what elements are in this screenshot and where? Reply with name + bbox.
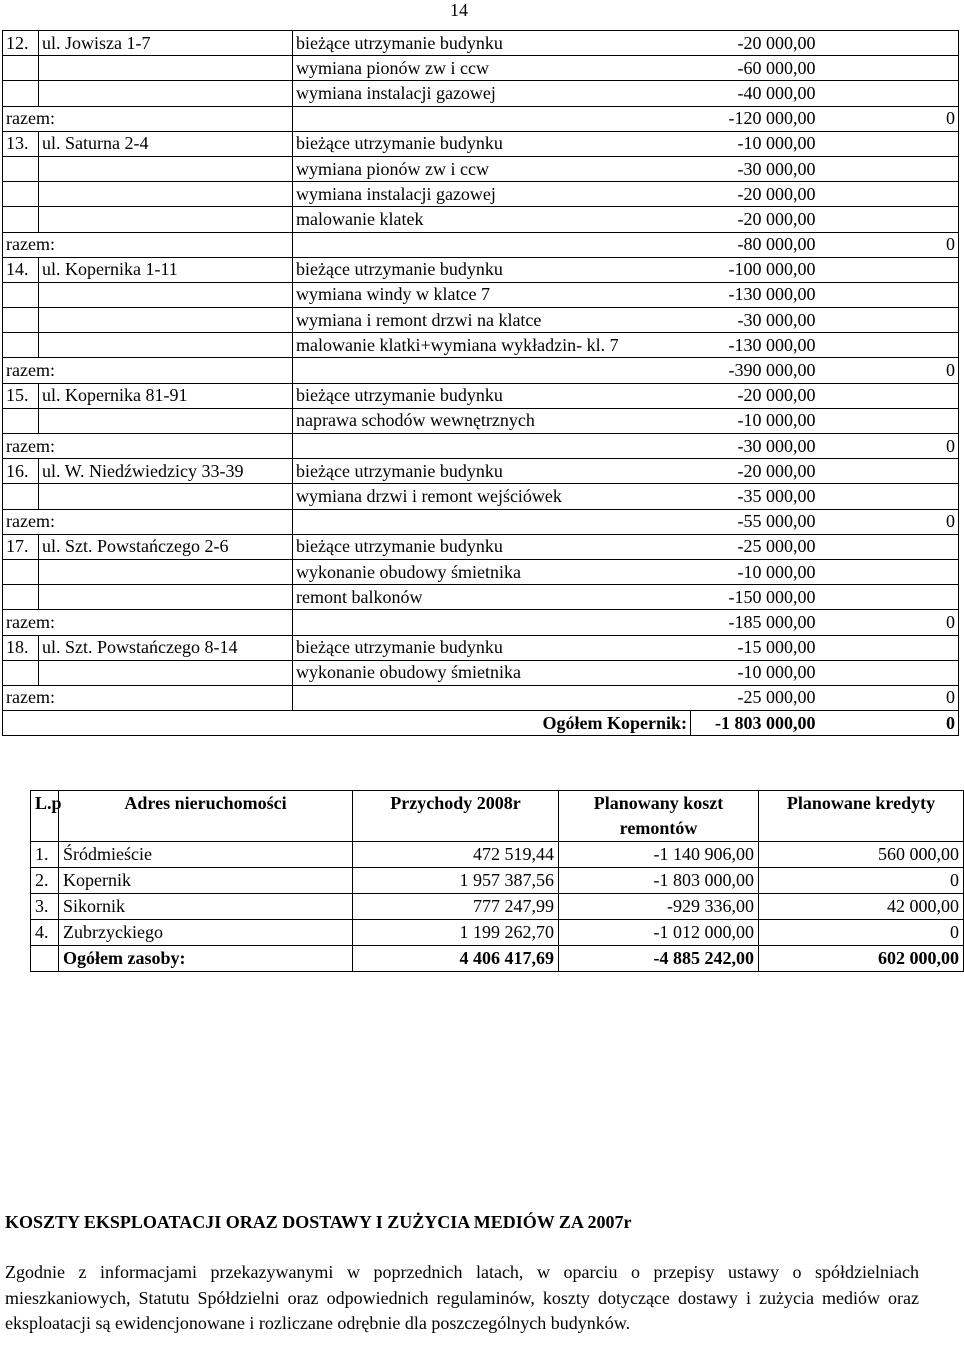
amount-cell: -100 000,00 (691, 257, 819, 282)
subtotal-label: razem: (3, 358, 293, 383)
item-number: 12. (3, 31, 39, 56)
extra-cell (819, 31, 959, 56)
description-cell: bieżące utrzymanie budynku (293, 257, 691, 282)
extra-cell (819, 156, 959, 181)
extra-cell (819, 484, 959, 509)
amount-cell: -20 000,00 (691, 207, 819, 232)
amount-cell: -30 000,00 (691, 156, 819, 181)
table-cell: 0 (759, 868, 964, 894)
table-row (31, 842, 964, 868)
total-cell: 602 000,00 (759, 946, 964, 972)
item-number: 14. (3, 257, 39, 282)
extra-cell (819, 534, 959, 559)
table-cell: 42 000,00 (759, 894, 964, 920)
amount-cell: -30 000,00 (691, 308, 819, 333)
table-row (3, 459, 959, 484)
total-cell: 4 406 417,69 (353, 946, 559, 972)
amount-cell: -20 000,00 (691, 383, 819, 408)
amount-cell: -15 000,00 (691, 635, 819, 660)
extra-cell: 0 (819, 434, 959, 459)
total-row (3, 711, 959, 736)
extra-cell: 0 (819, 685, 959, 710)
table-row (3, 257, 959, 282)
address-cell (39, 333, 293, 358)
table-cell: 560 000,00 (759, 842, 964, 868)
extra-cell: 0 (819, 232, 959, 257)
item-number: 13. (3, 131, 39, 156)
description-cell: wymiana pionów zw i ccw (293, 56, 691, 81)
extra-cell (819, 459, 959, 484)
description-cell: wymiana windy w klatce 7 (293, 282, 691, 307)
table-row (3, 106, 959, 131)
table-cell: 1 957 387,56 (353, 868, 559, 894)
table-cell: -1 803 000,00 (559, 868, 759, 894)
amount-cell: -20 000,00 (691, 182, 819, 207)
table-row (3, 56, 959, 81)
extra-cell: 0 (819, 358, 959, 383)
subtotal-label: razem: (3, 106, 293, 131)
description-cell: wykonanie obudowy śmietnika (293, 559, 691, 584)
extra-cell (819, 81, 959, 106)
item-number (3, 282, 39, 307)
description-cell: remont balkonów (293, 585, 691, 610)
table-row (3, 509, 959, 534)
subtotal-label: razem: (3, 509, 293, 534)
item-number (3, 408, 39, 433)
description-cell: naprawa schodów wewnętrznych (293, 408, 691, 433)
total-extra: 0 (819, 711, 959, 736)
amount-cell: -80 000,00 (691, 232, 819, 257)
address-cell: ul. Jowisza 1-7 (39, 31, 293, 56)
address-cell (39, 282, 293, 307)
address-cell: ul. Kopernika 81-91 (39, 383, 293, 408)
amount-cell: -40 000,00 (691, 81, 819, 106)
extra-cell (819, 408, 959, 433)
table-row (3, 156, 959, 181)
address-cell: ul. Kopernika 1-11 (39, 257, 293, 282)
table-cell: Kopernik (59, 868, 353, 894)
description-cell (293, 509, 691, 534)
table-row (3, 685, 959, 710)
address-cell: ul. Szt. Powstańczego 2-6 (39, 534, 293, 559)
description-cell (293, 434, 691, 459)
description-cell (293, 685, 691, 710)
address-cell (39, 56, 293, 81)
amount-cell: -120 000,00 (691, 106, 819, 131)
extra-cell (819, 282, 959, 307)
summary-table (30, 790, 964, 972)
amount-cell: -130 000,00 (691, 333, 819, 358)
table-row (31, 920, 964, 946)
amount-cell: -130 000,00 (691, 282, 819, 307)
description-cell (293, 106, 691, 131)
description-cell: wymiana pionów zw i ccw (293, 156, 691, 181)
item-number (3, 182, 39, 207)
extra-cell (819, 333, 959, 358)
extra-cell (819, 585, 959, 610)
table-row (3, 358, 959, 383)
amount-cell: -10 000,00 (691, 660, 819, 685)
address-cell (39, 308, 293, 333)
address-cell (39, 484, 293, 509)
address-cell (39, 182, 293, 207)
table-cell: 0 (759, 920, 964, 946)
table-cell: -1 012 000,00 (559, 920, 759, 946)
amount-cell: -55 000,00 (691, 509, 819, 534)
table-cell: 3. (31, 894, 59, 920)
column-header: L.p (31, 791, 59, 842)
description-cell: wymiana instalacji gazowej (293, 81, 691, 106)
total-value: -1 803 000,00 (691, 711, 819, 736)
table-cell: 2. (31, 868, 59, 894)
table-row (3, 383, 959, 408)
table-row (3, 232, 959, 257)
table-cell: Sikornik (59, 894, 353, 920)
subtotal-label: razem: (3, 610, 293, 635)
column-header: Adres nieruchomości (59, 791, 353, 842)
table-row (3, 207, 959, 232)
total-cell: Ogółem zasoby: (59, 946, 353, 972)
total-cell: -4 885 242,00 (559, 946, 759, 972)
description-cell: bieżące utrzymanie budynku (293, 534, 691, 559)
description-cell (293, 358, 691, 383)
table-row (3, 434, 959, 459)
total-row (31, 946, 964, 972)
table-row (3, 585, 959, 610)
description-cell: bieżące utrzymanie budynku (293, 383, 691, 408)
item-number (3, 333, 39, 358)
item-number (3, 660, 39, 685)
item-number: 17. (3, 534, 39, 559)
extra-cell (819, 56, 959, 81)
extra-cell: 0 (819, 509, 959, 534)
item-number (3, 56, 39, 81)
extra-cell (819, 182, 959, 207)
item-number (3, 207, 39, 232)
table-cell: Śródmieście (59, 842, 353, 868)
table-cell: 4. (31, 920, 59, 946)
extra-cell (819, 207, 959, 232)
item-number (3, 308, 39, 333)
description-cell: wykonanie obudowy śmietnika (293, 660, 691, 685)
table-row (3, 131, 959, 156)
description-cell (293, 232, 691, 257)
description-cell: malowanie klatki+wymiana wykładzin- kl. 7 (293, 333, 691, 358)
description-cell: wymiana instalacji gazowej (293, 182, 691, 207)
amount-cell: -185 000,00 (691, 610, 819, 635)
table-cell: 472 519,44 (353, 842, 559, 868)
table-cell: 1. (31, 842, 59, 868)
amount-cell: -35 000,00 (691, 484, 819, 509)
table-row (3, 610, 959, 635)
extra-cell (819, 660, 959, 685)
description-cell: bieżące utrzymanie budynku (293, 459, 691, 484)
address-cell (39, 660, 293, 685)
table-cell: 777 247,99 (353, 894, 559, 920)
amount-cell: -390 000,00 (691, 358, 819, 383)
address-cell (39, 81, 293, 106)
item-number (3, 156, 39, 181)
table-row (3, 534, 959, 559)
subtotal-label: razem: (3, 434, 293, 459)
section-paragraph: Zgodnie z informacjami przekazywanymi w poprzednich latach, w oparciu o przepisy ustawy o spółdzielniach mieszkaniowych, Statutu Spółdzielni oraz odpowiednich regulaminów, koszty dotyczące dostawy i zużycia mediów oraz eksploatacji są ewidencjonowane i rozliczane odrębnie dla poszczególnych budynków. (5, 1262, 919, 1333)
description-cell: wymiana i remont drzwi na klatce (293, 308, 691, 333)
amount-cell: -20 000,00 (691, 459, 819, 484)
table-row (3, 559, 959, 584)
item-number: 16. (3, 459, 39, 484)
table-row (3, 31, 959, 56)
address-cell: ul. Saturna 2-4 (39, 131, 293, 156)
column-header: Przychody 2008r (353, 791, 559, 842)
table-row (3, 282, 959, 307)
address-cell: ul. W. Niedźwiedzicy 33-39 (39, 459, 293, 484)
description-cell: bieżące utrzymanie budynku (293, 31, 691, 56)
description-cell: wymiana drzwi i remont wejściówek (293, 484, 691, 509)
extra-cell (819, 635, 959, 660)
amount-cell: -10 000,00 (691, 559, 819, 584)
subtotal-label: razem: (3, 232, 293, 257)
total-cell (31, 946, 59, 972)
table-row (3, 81, 959, 106)
amount-cell: -60 000,00 (691, 56, 819, 81)
table-row (3, 408, 959, 433)
column-header: Planowany koszt remontów (559, 791, 759, 842)
renovation-costs-table (2, 30, 959, 736)
amount-cell: -25 000,00 (691, 685, 819, 710)
section-heading: KOSZTY EKSPLOATACJI ORAZ DOSTAWY I ZUŻYCIA MEDIÓW ZA 2007r (5, 1212, 632, 1232)
extra-cell (819, 308, 959, 333)
amount-cell: -10 000,00 (691, 408, 819, 433)
item-number (3, 484, 39, 509)
amount-cell: -20 000,00 (691, 31, 819, 56)
extra-cell: 0 (819, 610, 959, 635)
table-row (3, 308, 959, 333)
item-number: 15. (3, 383, 39, 408)
description-cell: malowanie klatek (293, 207, 691, 232)
address-cell (39, 207, 293, 232)
description-cell: bieżące utrzymanie budynku (293, 635, 691, 660)
address-cell: ul. Szt. Powstańczego 8-14 (39, 635, 293, 660)
table-row (3, 484, 959, 509)
table-row (31, 894, 964, 920)
description-cell: bieżące utrzymanie budynku (293, 131, 691, 156)
address-cell (39, 585, 293, 610)
address-cell (39, 156, 293, 181)
item-number (3, 559, 39, 584)
item-number (3, 81, 39, 106)
subtotal-label: razem: (3, 685, 293, 710)
column-header: Planowane kredyty (759, 791, 964, 842)
table-cell: -929 336,00 (559, 894, 759, 920)
extra-cell (819, 559, 959, 584)
description-cell (293, 610, 691, 635)
page-number: 14 (450, 0, 468, 20)
total-label: Ogółem Kopernik: (3, 711, 691, 736)
amount-cell: -30 000,00 (691, 434, 819, 459)
table-cell: Zubrzyckiego (59, 920, 353, 946)
table-row (3, 635, 959, 660)
table-row (31, 868, 964, 894)
extra-cell (819, 383, 959, 408)
amount-cell: -10 000,00 (691, 131, 819, 156)
extra-cell (819, 257, 959, 282)
amount-cell: -25 000,00 (691, 534, 819, 559)
item-number: 18. (3, 635, 39, 660)
amount-cell: -150 000,00 (691, 585, 819, 610)
table-cell: 1 199 262,70 (353, 920, 559, 946)
table-row (3, 333, 959, 358)
address-cell (39, 408, 293, 433)
table-cell: -1 140 906,00 (559, 842, 759, 868)
extra-cell: 0 (819, 106, 959, 131)
extra-cell (819, 131, 959, 156)
table-row (3, 182, 959, 207)
address-cell (39, 559, 293, 584)
item-number (3, 585, 39, 610)
header-row (31, 791, 964, 842)
table-row (3, 660, 959, 685)
